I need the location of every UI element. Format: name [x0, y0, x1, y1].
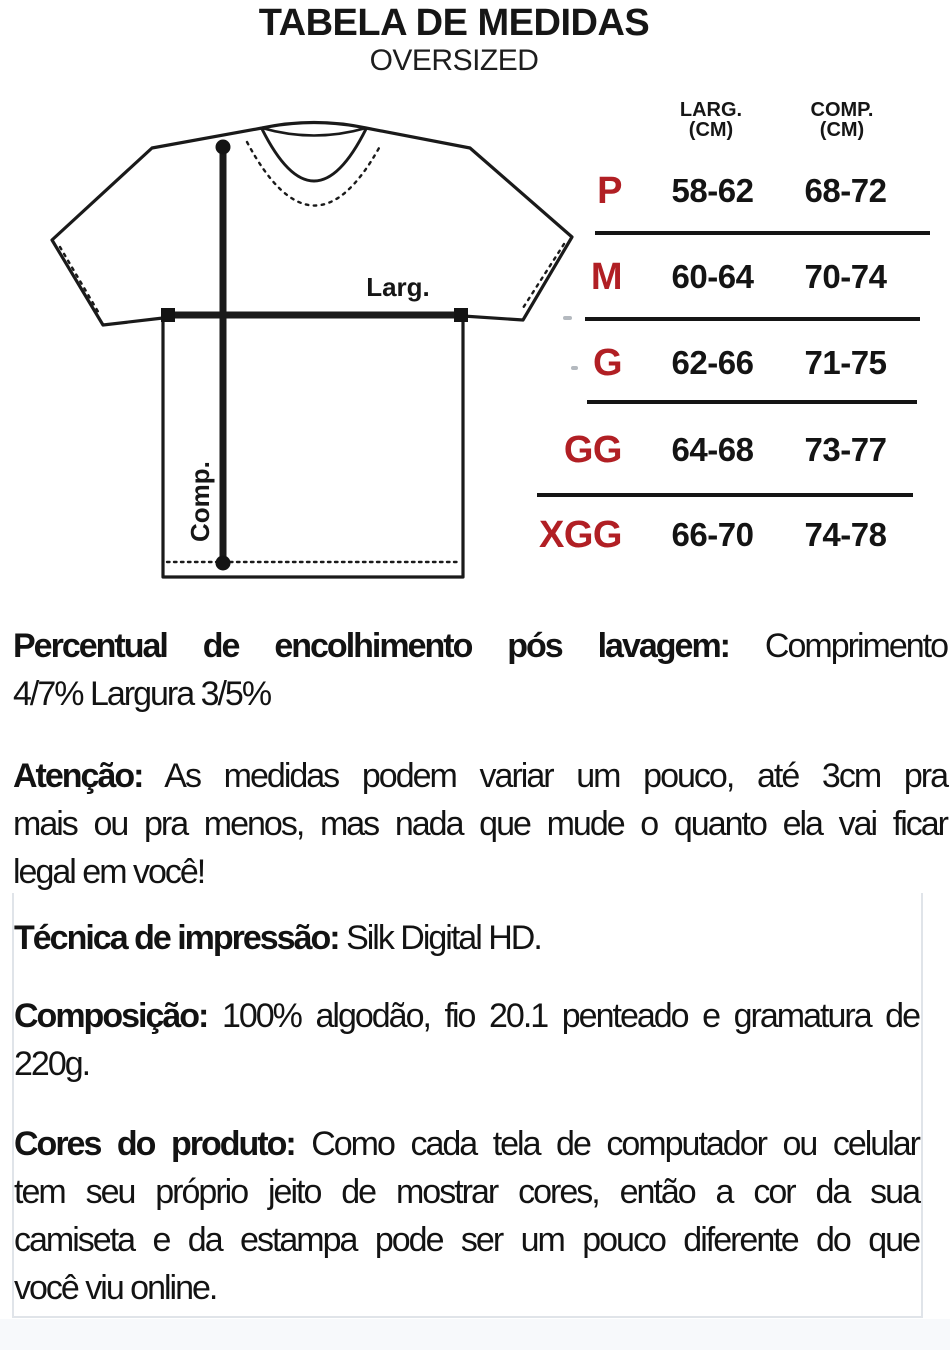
width-value: 64-68 — [671, 431, 754, 468]
length-value: 68-72 — [804, 172, 887, 209]
detail-text: Como cada tela de computador ou celular — [311, 1125, 919, 1163]
note-text: 4/7% Largura 3/5% — [13, 675, 271, 713]
detail-label: Cores do produto: — [14, 1125, 295, 1163]
left-cuff-stitch-dashed — [60, 247, 100, 315]
size-label: G — [592, 342, 622, 384]
width-measure-endpoint-right — [454, 308, 468, 322]
length-value: 73-77 — [804, 431, 887, 468]
text-line — [14, 1120, 919, 1168]
collar-stitch-dashed — [247, 142, 379, 206]
size-label: M — [590, 256, 622, 298]
length-value: 71-75 — [804, 344, 887, 381]
row-divider — [595, 231, 930, 235]
column-header-line: (CM) — [688, 119, 734, 141]
speck-artifact — [571, 366, 578, 370]
detail-text: tem seu próprio jeito de mostrar cores, então a cor da sua — [14, 1173, 919, 1211]
collar-band-line — [262, 128, 366, 136]
size-label: XGG — [539, 514, 622, 556]
detail-product-colors — [14, 1120, 919, 1312]
length-value: 70-74 — [804, 258, 887, 295]
speck-artifact — [563, 316, 572, 320]
length-label: Comp. — [185, 461, 215, 542]
length-measure-endpoint-top — [216, 140, 231, 155]
note-text: As medidas podem variar um pouco, até 3cm pra — [164, 757, 947, 795]
detail-text: você viu online. — [14, 1269, 217, 1307]
column-header-length — [780, 100, 904, 140]
column-header-width — [649, 100, 773, 140]
detail-label: Composição: — [14, 997, 208, 1035]
text-line — [14, 992, 919, 1040]
page-bottom-strip — [0, 1319, 950, 1350]
note-label: Atenção: — [13, 757, 143, 795]
size-label: GG — [563, 429, 622, 471]
tshirt-outline — [52, 123, 572, 578]
text-line — [14, 1168, 919, 1216]
page-subtitle: OVERSIZED — [369, 44, 539, 77]
text-line — [14, 1040, 919, 1088]
text-line — [13, 848, 947, 896]
row-divider — [587, 400, 917, 404]
column-header-line: (CM) — [819, 119, 865, 141]
text-line — [13, 752, 947, 800]
note-shrinkage — [13, 622, 947, 718]
width-label: Larg. — [366, 272, 430, 302]
length-value: 74-78 — [804, 516, 887, 553]
detail-text: 100% algodão, fio 20.1 penteado e gramatura de — [221, 997, 920, 1035]
page-title: TABELA DE MEDIDAS — [258, 2, 650, 44]
row-divider — [585, 317, 920, 321]
text-line — [14, 1264, 919, 1312]
note-text: Comprimento — [764, 627, 947, 665]
width-value: 58-62 — [671, 172, 754, 209]
width-measure-endpoint-left — [161, 308, 175, 322]
size-label: P — [597, 170, 622, 212]
note-text: mais ou pra menos, mas nada que mude o quanto ela vai ficar — [13, 805, 947, 843]
length-measure-endpoint-bottom — [216, 556, 231, 571]
detail-print-technique — [14, 914, 919, 962]
detail-text: camiseta e da estampa pode ser um pouco diferente do que — [14, 1221, 919, 1259]
detail-composition — [14, 992, 919, 1088]
width-value: 60-64 — [671, 258, 754, 295]
width-value: 62-66 — [671, 344, 754, 381]
text-line — [14, 914, 919, 962]
row-divider — [537, 493, 913, 497]
note-label: Percentual de encolhimento pós lavagem: — [13, 627, 730, 665]
column-header-line: COMP. — [810, 99, 874, 121]
width-value: 66-70 — [671, 516, 754, 553]
text-line — [13, 622, 947, 670]
detail-text: Silk Digital HD. — [346, 919, 541, 957]
text-line — [14, 1216, 919, 1264]
note-attention — [13, 752, 947, 896]
text-line — [13, 670, 947, 718]
detail-text: 220g. — [14, 1045, 90, 1083]
text-line — [13, 800, 947, 848]
detail-label: Técnica de impressão: — [14, 919, 339, 957]
note-text: legal em você! — [13, 853, 205, 891]
column-header-line: LARG. — [679, 99, 743, 121]
